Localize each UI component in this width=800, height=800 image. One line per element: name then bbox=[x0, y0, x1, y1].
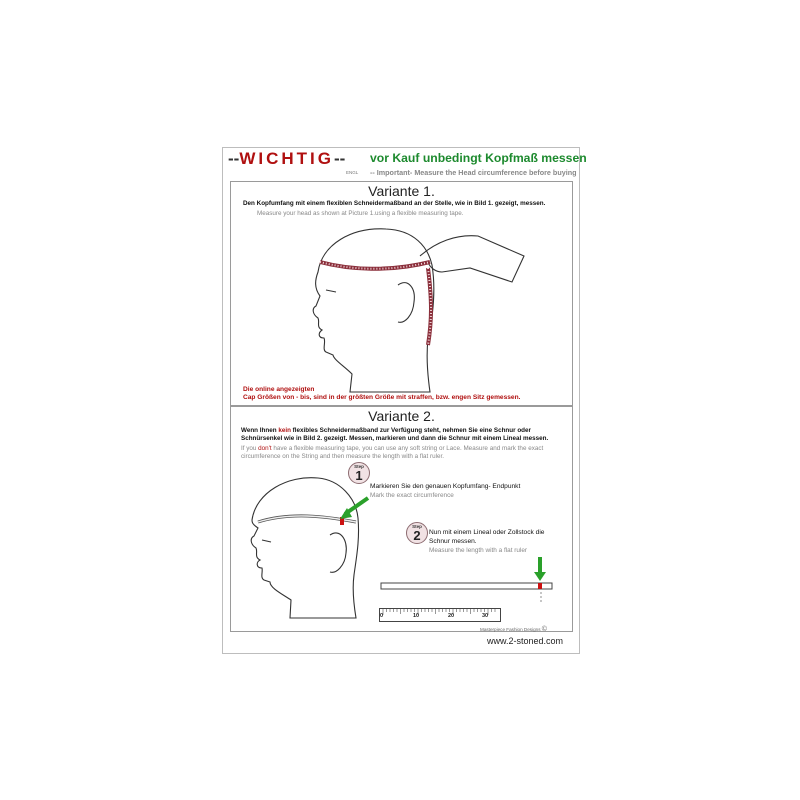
dont-highlight: don't bbox=[258, 445, 272, 452]
step-2-text-de-1: Nun mit einem Lineal oder Zollstock die bbox=[429, 529, 545, 536]
ruler-label-20: 20 bbox=[448, 613, 455, 619]
head-profile-measuring-tape bbox=[313, 229, 524, 392]
red-mark-string bbox=[538, 583, 542, 589]
head-outline-1 bbox=[313, 229, 434, 392]
ear-1 bbox=[398, 283, 414, 323]
variant-1-instruction-de: Den Kopfumfang mit einem flexiblen Schneidermaßband an der Stelle, wie in Bild 1. gezeigt, messen. bbox=[243, 200, 546, 207]
step-1-badge: Step 1 bbox=[348, 462, 370, 484]
variant-1-instruction-en: Measure your head as shown at Picture 1.using a flexible measuring tape. bbox=[257, 210, 464, 217]
tiny-label: ENGL bbox=[346, 170, 359, 175]
copyright-symbol: © bbox=[541, 626, 547, 633]
head-outline-2 bbox=[251, 478, 358, 618]
ruler-label-10: 10 bbox=[413, 613, 420, 619]
size-note-line-1: Die online angezeigten bbox=[243, 386, 315, 393]
warning-word: WICHTIG bbox=[239, 149, 334, 168]
title-german: vor Kauf unbedingt Kopfmaß messen bbox=[370, 151, 587, 165]
step-2-text-de-2: Schnur messen. bbox=[429, 538, 477, 545]
size-note-line-2: Cap Größen von - bis, sind in der größten Größe mit straffen, bzw. engen Sitz gemessen. bbox=[243, 394, 521, 401]
variant-2-instruction-en-line-1: If you don't have a flexible measuring tape, you can use any soft string or Lace. Measure and mark the exact bbox=[241, 445, 544, 452]
step-1-text-de: Markieren Sie den genauen Kopfumfang- Endpunkt bbox=[370, 483, 521, 490]
title-english: -- Important- Measure the Head circumference before buying bbox=[370, 168, 577, 177]
head-profile-string bbox=[251, 478, 358, 618]
variant-2-instruction-en-line-2: circumference on the String and then measure the length with a flat ruler. bbox=[241, 453, 445, 460]
variant-2-instruction-de-line-1: Wenn Ihnen kein flexibles Schneidermaßband zur Verfügung steht, nehmen Sie eine Schnur oder bbox=[241, 427, 531, 434]
ear-2 bbox=[330, 533, 346, 572]
website-url: www.2-stoned.com bbox=[487, 636, 564, 646]
step-2-text-en: Measure the length with a flat ruler bbox=[429, 547, 528, 554]
warning-title: --WICHTIG-- bbox=[228, 149, 346, 168]
eye-1 bbox=[326, 290, 336, 292]
flat-string bbox=[381, 583, 552, 589]
step-1-text-en: Mark the exact circumference bbox=[370, 492, 454, 499]
ruler-ticks bbox=[383, 609, 495, 615]
green-arrow-2-head bbox=[534, 572, 546, 581]
ruler-label-0: 0 bbox=[380, 613, 384, 619]
maker-credit: Masterpiece Fashion Designs © bbox=[480, 626, 547, 633]
hand-1 bbox=[420, 236, 524, 282]
variant-2-instruction-de-line-2: Schnürsenkel wie in Bild 2. gezeigt. Messen, markieren und dann die Schnur mit einem Lineal messen. bbox=[241, 435, 549, 442]
kein-highlight: kein bbox=[278, 427, 291, 434]
ruler-label-30: 30 bbox=[482, 613, 489, 619]
variant-1-title: Variante 1. bbox=[368, 183, 435, 199]
variant-2-title: Variante 2. bbox=[368, 408, 435, 424]
step-2-badge: Step 2 bbox=[406, 522, 428, 544]
eye-2 bbox=[262, 540, 271, 542]
